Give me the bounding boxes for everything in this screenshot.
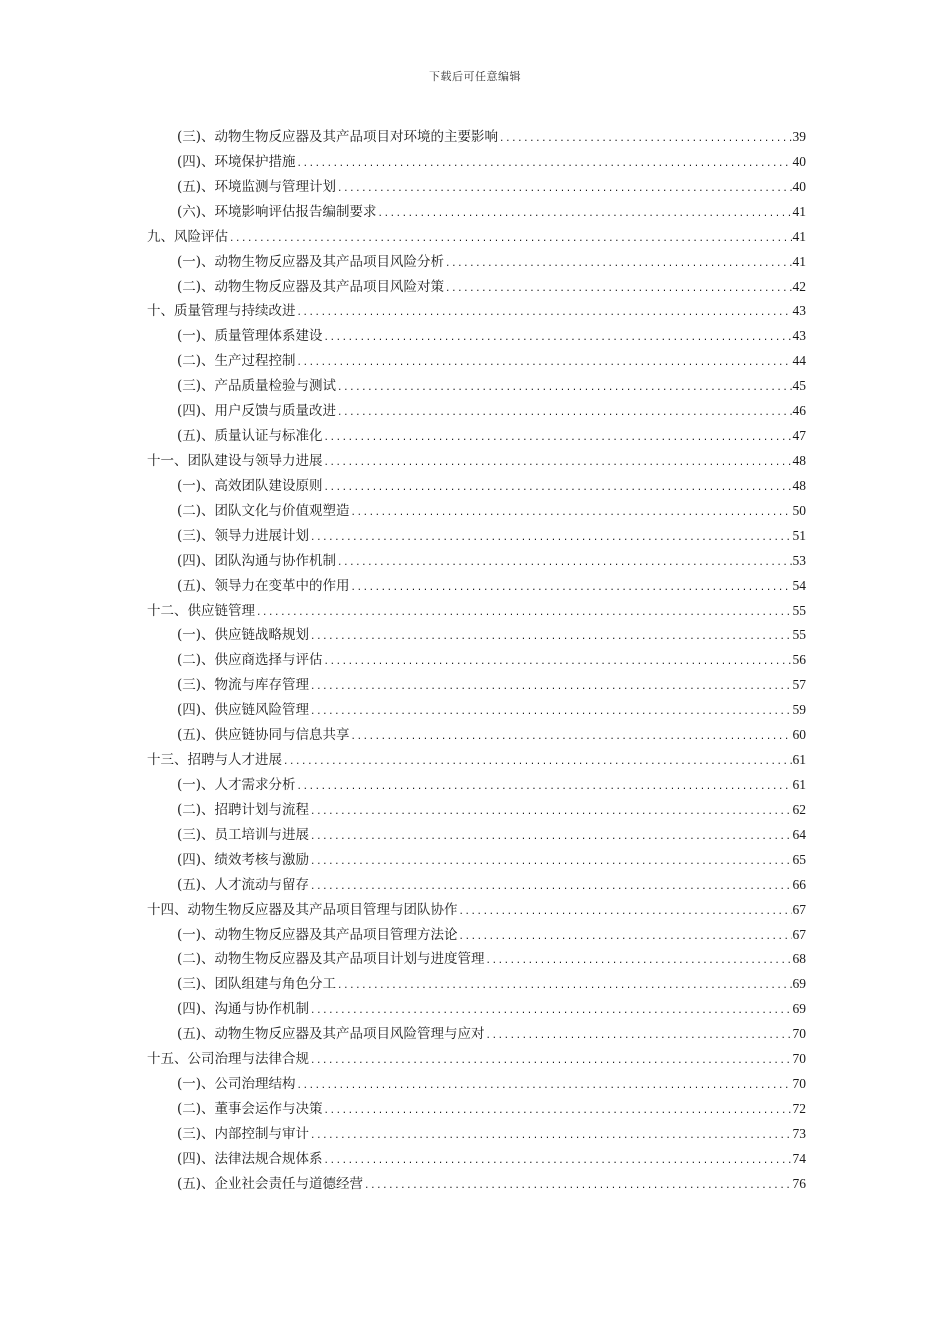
toc-dot-leader [445, 277, 791, 302]
toc-entry-title: (四)、团队沟通与协作机制 [177, 552, 337, 569]
toc-section-entry[interactable] [147, 175, 806, 200]
toc-page-number: 65 [792, 851, 806, 867]
toc-dot-leader [297, 152, 792, 177]
toc-section-entry[interactable] [147, 623, 806, 648]
toc-page-number: 69 [792, 1001, 806, 1017]
toc-page-number: 70 [792, 1051, 806, 1067]
toc-entry-title: (四)、用户反馈与质量改进 [177, 403, 337, 420]
toc-section-entry[interactable] [147, 200, 806, 225]
toc-section-entry[interactable] [147, 773, 806, 798]
toc-dot-leader [310, 825, 791, 850]
toc-entry-title: (五)、环境监测与管理计划 [177, 178, 337, 195]
toc-page-number: 66 [792, 876, 806, 892]
toc-dot-leader [297, 351, 792, 376]
toc-entry-title: (三)、动物生物反应器及其产品项目对环境的主要影响 [177, 129, 499, 145]
toc-section-entry[interactable] [147, 399, 806, 424]
toc-entry-title: (一)、质量管理体系建设 [177, 328, 323, 345]
toc-section-entry[interactable] [147, 1147, 806, 1172]
toc-dot-leader [486, 1024, 792, 1049]
toc-page-number: 64 [792, 826, 806, 842]
toc-dot-leader [324, 451, 792, 476]
toc-dot-leader [310, 526, 791, 551]
toc-section-entry[interactable] [147, 798, 806, 823]
toc-page-number: 67 [792, 926, 806, 942]
toc-page-number: 48 [792, 477, 806, 493]
toc-section-entry[interactable] [147, 997, 806, 1022]
toc-entry-title: (一)、高效团队建设原则 [177, 477, 323, 494]
toc-dot-leader [324, 426, 792, 451]
toc-entry-title: 九、风险评估 [147, 228, 228, 245]
toc-section-entry[interactable] [147, 125, 806, 150]
toc-page-number: 60 [792, 727, 806, 743]
toc-page-number: 70 [792, 1076, 806, 1092]
toc-entry-title: (二)、团队文化与价值观塑造 [177, 502, 350, 519]
toc-dot-leader [229, 227, 792, 252]
toc-page-number: 54 [792, 577, 806, 593]
toc-dot-leader [459, 925, 792, 950]
toc-dot-leader [337, 551, 791, 576]
toc-section-entry[interactable] [147, 150, 806, 175]
toc-dot-leader [324, 650, 792, 675]
toc-entry-title: (一)、供应链战略规划 [177, 627, 310, 644]
toc-entry-title: 十五、公司治理与法律合规 [147, 1051, 309, 1068]
toc-entry-title: (三)、员工培训与进展 [177, 826, 310, 843]
page-header-note: 下载后可任意编辑 [429, 70, 521, 83]
toc-page-number: 67 [792, 901, 806, 917]
toc-page-number: 39 [792, 129, 806, 144]
toc-entry-title: (二)、生产过程控制 [177, 353, 296, 370]
toc-section-entry[interactable] [147, 1072, 806, 1097]
toc-page-number: 50 [792, 502, 806, 518]
toc-chapter-entry[interactable] [147, 299, 806, 324]
toc-dot-leader [324, 1149, 792, 1174]
toc-dot-leader [310, 1049, 792, 1074]
toc-entry-title: (一)、人才需求分析 [177, 776, 296, 793]
toc-dot-leader [445, 252, 791, 277]
toc-page-number: 57 [792, 677, 806, 693]
toc-entry-title: (三)、团队组建与角色分工 [177, 976, 337, 993]
toc-page-number: 45 [792, 378, 806, 394]
toc-chapter-entry[interactable] [147, 599, 806, 624]
toc-dot-leader [351, 725, 792, 750]
toc-dot-leader [310, 875, 791, 900]
toc-page-number: 43 [792, 328, 806, 344]
toc-page-number: 44 [792, 353, 806, 369]
toc-section-entry[interactable] [147, 823, 806, 848]
toc-section-entry[interactable] [147, 1172, 806, 1197]
toc-chapter-entry[interactable] [147, 449, 806, 474]
toc-page-number: 73 [792, 1125, 806, 1141]
toc-dot-leader [378, 202, 792, 227]
toc-entry-title: (四)、环境保护措施 [177, 153, 296, 170]
toc-page-number: 74 [792, 1150, 806, 1166]
toc-dot-leader [324, 476, 792, 501]
toc-entry-title: (三)、领导力进展计划 [177, 527, 310, 544]
toc-chapter-entry[interactable] [147, 225, 806, 250]
toc-entry-title: (一)、动物生物反应器及其产品项目风险分析 [177, 253, 445, 270]
toc-entry-title: (二)、供应商选择与评估 [177, 652, 323, 669]
toc-entry-title: 十二、供应链管理 [147, 602, 255, 619]
toc-page-number: 41 [792, 228, 806, 244]
toc-entry-title: 十一、团队建设与领导力进展 [147, 452, 323, 469]
toc-page-number: 41 [792, 203, 806, 219]
toc-section-entry[interactable] [147, 374, 806, 399]
toc-entry-title: 十、质量管理与持续改进 [147, 303, 296, 320]
toc-chapter-entry[interactable] [147, 1047, 806, 1072]
toc-section-entry[interactable] [147, 424, 806, 449]
table-of-contents [147, 125, 806, 1197]
toc-dot-leader [297, 775, 792, 800]
toc-dot-leader [351, 501, 792, 526]
toc-page-number: 42 [792, 278, 806, 294]
toc-section-entry[interactable] [147, 698, 806, 723]
toc-page-number: 69 [792, 976, 806, 992]
toc-entry-title: (六)、环境影响评估报告编制要求 [177, 203, 377, 220]
toc-page-number: 43 [792, 303, 806, 319]
toc-section-entry[interactable] [147, 549, 806, 574]
toc-dot-leader [459, 900, 792, 925]
toc-entry-title: (二)、动物生物反应器及其产品项目风险对策 [177, 278, 445, 295]
toc-section-entry[interactable] [147, 524, 806, 549]
toc-page-number: 40 [792, 153, 806, 169]
toc-dot-leader [337, 974, 791, 999]
toc-section-entry[interactable] [147, 923, 806, 948]
toc-page-number: 56 [792, 652, 806, 668]
toc-dot-leader [310, 850, 791, 875]
toc-dot-leader [297, 1074, 792, 1099]
toc-page-number: 62 [792, 801, 806, 817]
toc-dot-leader [310, 700, 791, 725]
toc-entry-title: (五)、企业社会责任与道德经营 [177, 1175, 364, 1192]
toc-entry-title: (五)、供应链协同与信息共享 [177, 727, 350, 744]
toc-entry-title: (四)、供应链风险管理 [177, 702, 310, 719]
toc-dot-leader [310, 999, 791, 1024]
toc-dot-leader [337, 401, 791, 426]
toc-entry-title: (四)、绩效考核与激励 [177, 851, 310, 868]
toc-page-number: 61 [792, 752, 806, 768]
toc-entry-title: (四)、沟通与协作机制 [177, 1001, 310, 1018]
toc-section-entry[interactable] [147, 1097, 806, 1122]
toc-entry-title: 十四、动物生物反应器及其产品项目管理与团队协作 [147, 901, 458, 918]
toc-section-entry[interactable] [147, 648, 806, 673]
toc-section-entry[interactable] [147, 574, 806, 599]
toc-page-number: 70 [792, 1026, 806, 1042]
toc-dot-leader [324, 326, 792, 351]
toc-entry-title: (五)、人才流动与留存 [177, 876, 310, 893]
toc-page-number: 40 [792, 178, 806, 194]
toc-page-number: 51 [792, 527, 806, 543]
toc-section-entry[interactable] [147, 873, 806, 898]
toc-entry-title: 十三、招聘与人才进展 [147, 752, 282, 769]
toc-page-number: 55 [792, 602, 806, 618]
toc-dot-leader [283, 750, 792, 775]
toc-page-number: 76 [792, 1175, 806, 1191]
toc-entry-title: (四)、法律法规合规体系 [177, 1150, 323, 1167]
toc-page-number: 47 [792, 428, 806, 444]
toc-page-number: 68 [792, 951, 806, 967]
toc-section-entry[interactable] [147, 275, 806, 300]
toc-dot-leader [310, 625, 791, 650]
toc-dot-leader [486, 949, 792, 974]
toc-entry-title: (三)、产品质量检验与测试 [177, 378, 337, 395]
toc-dot-leader [256, 601, 792, 626]
toc-entry-title: (二)、动物生物反应器及其产品项目计划与进度管理 [177, 951, 485, 968]
toc-page-number: 59 [792, 702, 806, 718]
toc-section-entry[interactable] [147, 474, 806, 499]
toc-section-entry[interactable] [147, 723, 806, 748]
toc-dot-leader [364, 1174, 791, 1199]
toc-entry-title: (五)、质量认证与标准化 [177, 428, 323, 445]
toc-dot-leader [297, 301, 792, 326]
toc-section-entry[interactable] [147, 972, 806, 997]
toc-section-entry[interactable] [147, 499, 806, 524]
toc-section-entry[interactable] [147, 848, 806, 873]
toc-page-number: 72 [792, 1100, 806, 1116]
toc-entry-title: (三)、物流与库存管理 [177, 677, 310, 694]
toc-entry-title: (二)、招聘计划与流程 [177, 801, 310, 818]
toc-dot-leader [324, 1099, 792, 1124]
toc-page-number: 46 [792, 403, 806, 419]
toc-page-number: 41 [792, 253, 806, 269]
toc-entry-title: (一)、公司治理结构 [177, 1076, 296, 1093]
toc-section-entry[interactable] [147, 947, 806, 972]
toc-page-number: 53 [792, 552, 806, 568]
toc-dot-leader [337, 376, 791, 401]
toc-dot-leader [310, 1124, 791, 1149]
toc-dot-leader [310, 675, 791, 700]
toc-dot-leader [499, 127, 791, 152]
toc-section-entry[interactable] [147, 250, 806, 275]
toc-section-entry[interactable] [147, 673, 806, 698]
toc-entry-title: (二)、董事会运作与决策 [177, 1100, 323, 1117]
toc-page-number: 48 [792, 452, 806, 468]
toc-entry-title: (三)、内部控制与审计 [177, 1125, 310, 1142]
toc-dot-leader [351, 576, 792, 601]
toc-dot-leader [337, 177, 791, 202]
toc-section-entry[interactable] [147, 349, 806, 374]
toc-section-entry[interactable] [147, 1122, 806, 1147]
toc-section-entry[interactable] [147, 1022, 806, 1047]
toc-entry-title: (一)、动物生物反应器及其产品项目管理方法论 [177, 926, 458, 943]
toc-section-entry[interactable] [147, 324, 806, 349]
toc-page-number: 55 [792, 627, 806, 643]
toc-entry-title: (五)、动物生物反应器及其产品项目风险管理与应对 [177, 1026, 485, 1043]
toc-dot-leader [310, 800, 791, 825]
toc-chapter-entry[interactable] [147, 748, 806, 773]
toc-page-number: 61 [792, 776, 806, 792]
toc-chapter-entry[interactable] [147, 898, 806, 923]
toc-entry-title: (五)、领导力在变革中的作用 [177, 577, 350, 594]
